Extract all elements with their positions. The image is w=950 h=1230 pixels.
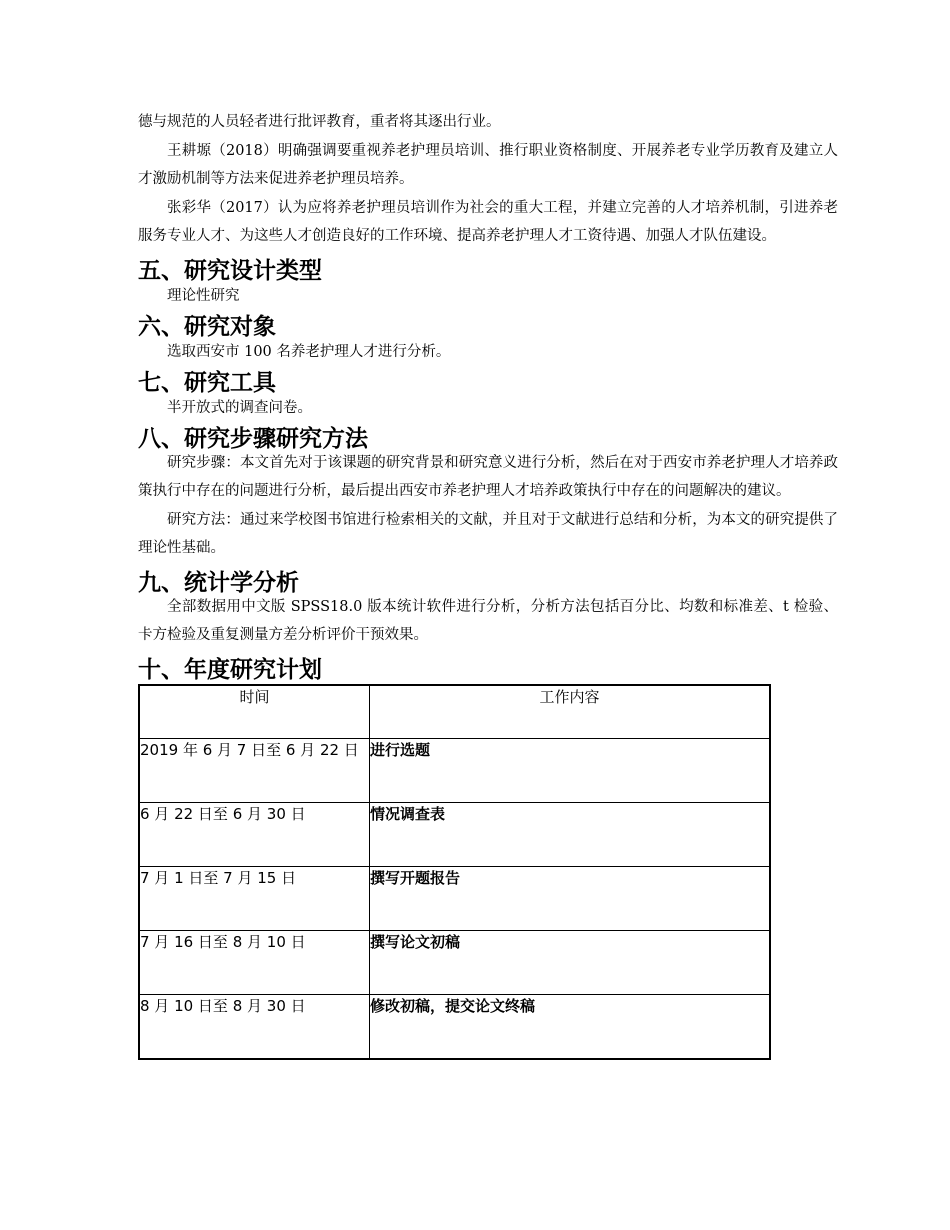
document-body bbox=[138, 108, 838, 1060]
section-research-method bbox=[138, 425, 838, 563]
table-cell-time: 8 月 10 日至 8 月 30 日 bbox=[139, 994, 370, 1059]
table-row bbox=[139, 866, 770, 930]
intro-paragraph-continuation: 德与规范的人员轻者进行批评教育，重者将其逐出行业。 bbox=[138, 114, 501, 130]
section-statistics bbox=[138, 569, 838, 650]
section-paragraph-methods: 研究方法：通过来学校图书馆进行检索相关的文献，并且对于文献进行总结和分析，为本文的研究提供了理论性基础。 bbox=[138, 511, 838, 556]
section-research-object bbox=[138, 313, 838, 363]
section-annual-plan bbox=[138, 656, 838, 1060]
intro-paragraph-zhang: 张彩华（2017）认为应将养老护理员培训作为社会的重大工程，并建立完善的人才培养机制，引进养老服务专业人才、为这些人才创造良好的工作环境、提高养老护理人才工资待遇、加强人才队伍建设。 bbox=[138, 199, 838, 244]
section-heading: 五、研究设计类型 bbox=[138, 257, 322, 284]
section-text: 理论性研究 bbox=[167, 287, 240, 304]
intro-paragraph-wang: 王耕塬（2018）明确强调要重视养老护理员培训、推行职业资格制度、开展养老专业学历教育及建立人才激励机制等方法来促进养老护理员培养。 bbox=[138, 142, 838, 187]
section-heading: 十、年度研究计划 bbox=[138, 656, 322, 683]
section-research-tool bbox=[138, 369, 838, 419]
table-cell-task: 情况调查表 bbox=[370, 802, 771, 866]
section-design-type bbox=[138, 257, 838, 307]
section-heading: 八、研究步骤研究方法 bbox=[138, 425, 368, 452]
table-header-row bbox=[139, 685, 770, 739]
section-paragraph: 全部数据用中文版 SPSS18.0 版本统计软件进行分析，分析方法包括百分比、均数和标准差、t 检验、卡方检验及重复测量方差分析评价干预效果。 bbox=[138, 598, 838, 643]
table-cell-time: 7 月 16 日至 8 月 10 日 bbox=[139, 930, 370, 994]
table-cell-time: 6 月 22 日至 6 月 30 日 bbox=[139, 802, 370, 866]
table-row bbox=[139, 994, 770, 1059]
table-header-time: 时间 bbox=[139, 685, 370, 739]
table-cell-task: 撰写论文初稿 bbox=[370, 930, 771, 994]
section-heading: 六、研究对象 bbox=[138, 313, 276, 340]
table-row bbox=[139, 802, 770, 866]
section-paragraph-steps: 研究步骤：本文首先对于该课题的研究背景和研究意义进行分析，然后在对于西安市养老护理人才培养政策执行中存在的问题进行分析，最后提出西安市养老护理人才培养政策执行中存在的问题解决的建议。 bbox=[138, 454, 838, 499]
table-cell-task: 进行选题 bbox=[370, 738, 771, 802]
table-row bbox=[139, 930, 770, 994]
annual-plan-table bbox=[138, 684, 771, 1060]
section-text: 半开放式的调查问卷。 bbox=[167, 399, 312, 416]
section-heading: 九、统计学分析 bbox=[138, 569, 299, 596]
table-cell-time: 2019 年 6 月 7 日至 6 月 22 日 bbox=[139, 738, 370, 802]
table-cell-task: 撰写开题报告 bbox=[370, 866, 771, 930]
table-header-task: 工作内容 bbox=[370, 685, 771, 739]
table-cell-time: 7 月 1 日至 7 月 15 日 bbox=[139, 866, 370, 930]
section-heading: 七、研究工具 bbox=[138, 369, 276, 396]
section-text: 选取西安市 100 名养老护理人才进行分析。 bbox=[167, 343, 451, 360]
table-cell-task: 修改初稿，提交论文终稿 bbox=[370, 994, 771, 1059]
table-row bbox=[139, 738, 770, 802]
